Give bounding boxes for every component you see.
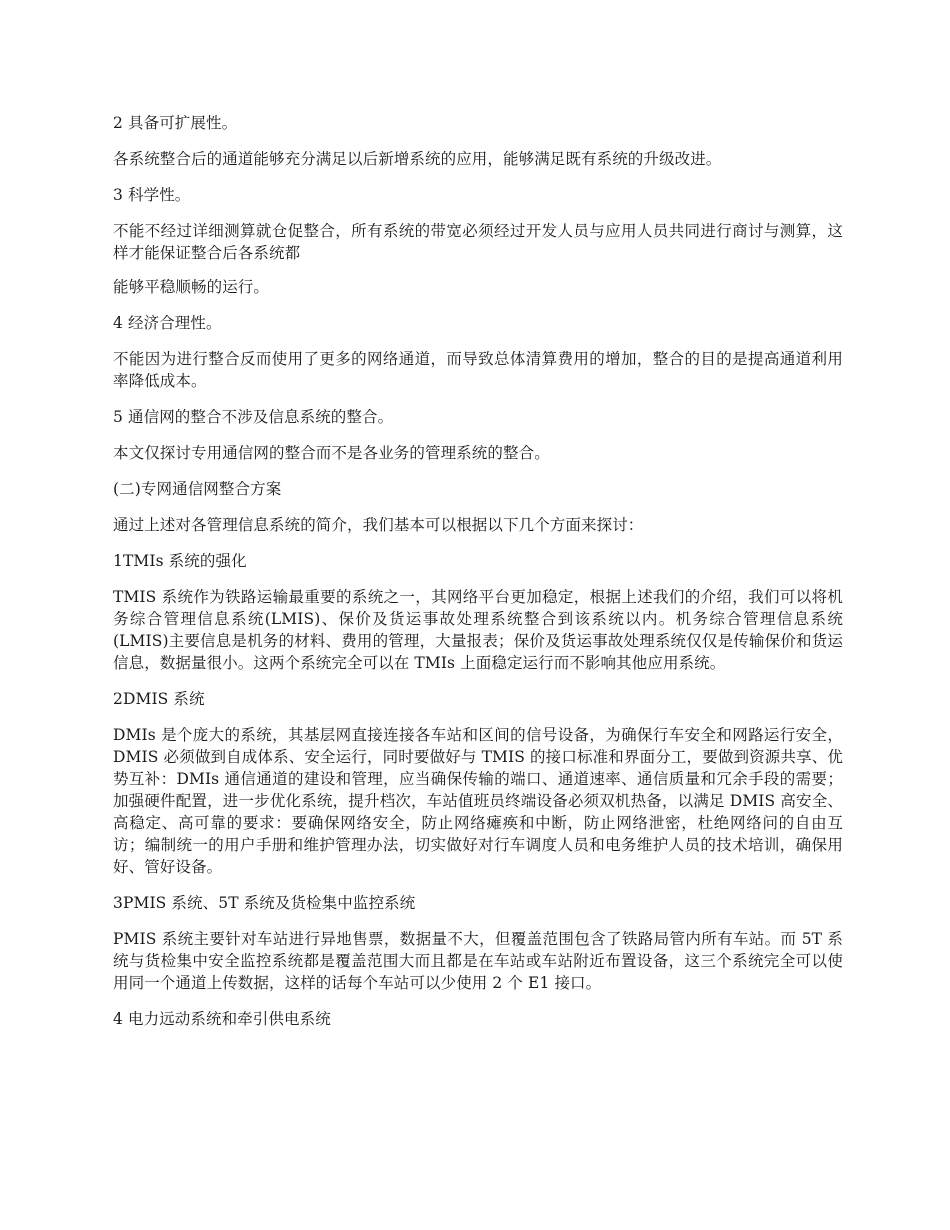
heading-economic: 4 经济合理性。 bbox=[113, 314, 222, 332]
heading-scope: 5 通信网的整合不涉及信息系统的整合。 bbox=[113, 408, 394, 426]
heading-dmis: 2DMIS 系统 bbox=[113, 690, 205, 708]
paragraph-economic: 不能因为进行整合反而使用了更多的网络通道，而导致总体清算费用的增加，整合的目的是提高通道利用率降低成本。 bbox=[113, 350, 843, 390]
section-heading-plan: (二)专网通信网整合方案 bbox=[113, 480, 282, 498]
heading-power: 4 电力远动系统和牵引供电系统 bbox=[113, 1010, 331, 1028]
paragraph-plan-intro: 通过上述对各管理信息系统的简介，我们基本可以根据以下几个方面来探讨： bbox=[113, 516, 644, 534]
paragraph-scientific-cont: 能够平稳顺畅的运行。 bbox=[113, 278, 270, 296]
paragraph-scalability: 各系统整合后的通道能够充分满足以后新增系统的应用，能够满足既有系统的升级改进。 bbox=[113, 150, 722, 168]
document-body bbox=[113, 112, 843, 1044]
paragraph-scope: 本文仅探讨专用通信网的整合而不是各业务的管理系统的整合。 bbox=[113, 444, 550, 462]
heading-pmis: 3PMIS 系统、5T 系统及货检集中监控系统 bbox=[113, 894, 416, 912]
heading-scientific: 3 科学性。 bbox=[113, 186, 191, 204]
heading-tmis: 1TMIs 系统的强化 bbox=[113, 552, 247, 570]
paragraph-dmis: DMIs 是个庞大的系统，其基层网直接连接各车站和区间的信号设备，为确保行车安全和网路运行安全，DMIS 必须做到自成体系、安全运行，同时要做好与 TMIS 的接口标准和界面分工，要做到资源共享、优势互补：DMIs 通信通道的建设和管理，应当确保传输的端口、通道速率、通信质量和冗余手段的需要；加强硬件配置，进一步优化系统，提升档次，车站值班员终端设备必须双机热备，以满足 DMIS 高安全、高稳定、高可靠的要求：要确保网络安全，防止网络瘫痪和中断，防止网络泄密，杜绝网络问的自由互访；编制统一的用户手册和维护管理办法，切实做好对行车调度人员和电务维护人员的技术培训，确保用好、管好设备。 bbox=[113, 726, 843, 876]
paragraph-tmis: TMIS 系统作为铁路运输最重要的系统之一，其网络平台更加稳定，根据上述我们的介绍，我们可以将机务综合管理信息系统(LMIS)、保价及货运事故处理系统整合到该系统以内。机务综合管理信息系统(LMIS)主要信息是机务的材料、费用的管理，大量报表；保价及货运事故处理系统仅仅是传输保价和货运信息，数据量很小。这两个系统完全可以在 TMIs 上面稳定运行而不影响其他应用系统。 bbox=[113, 588, 843, 672]
paragraph-pmis: PMIS 系统主要针对车站进行异地售票，数据量不大，但覆盖范围包含了铁路局管内所有车站。而 5T 系统与货检集中安全监控系统都是覆盖范围大而且都是在车站或车站附近布置设备，这三个系统完全可以使用同一个通道上传数据，这样的话每个车站可以少使用 2 个 E1 接口。 bbox=[113, 930, 843, 992]
heading-scalability: 2 具备可扩展性。 bbox=[113, 114, 238, 132]
paragraph-scientific: 不能不经过详细测算就仓促整合，所有系统的带宽必须经过开发人员与应用人员共同进行商讨与测算，这样才能保证整合后各系统都 bbox=[113, 222, 843, 262]
